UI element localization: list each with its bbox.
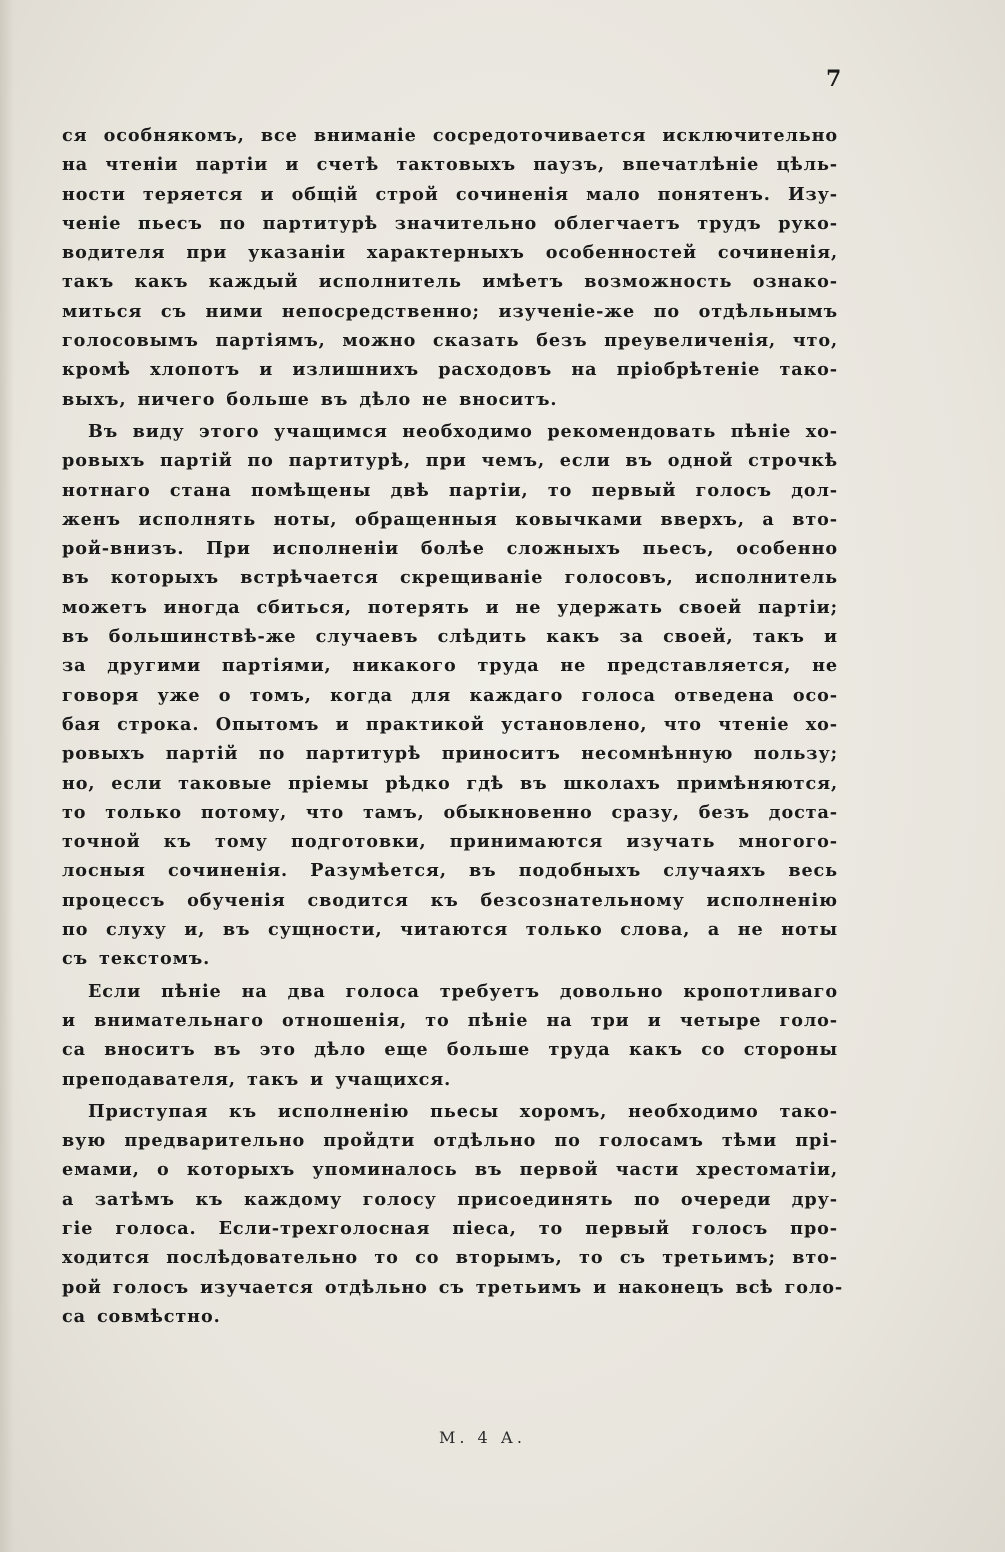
text-line: нотнаго стана помѣщены двѣ партіи, то первый голосъ дол- (62, 479, 838, 501)
text-line: гіе голоса. Если-трехголосная піеса, то первый голосъ про- (62, 1217, 838, 1239)
paragraph-2 (62, 417, 838, 974)
paragraph-1 (62, 121, 838, 414)
text-line: выхъ, ничего больше въ дѣло не вноситъ. (62, 388, 558, 410)
text-line: водителя при указаніи характерныхъ особенностей сочиненія, (62, 242, 838, 264)
text-line: на чтеніи партіи и счетѣ тактовыхъ паузъ, впечатлѣніе цѣль- (62, 154, 838, 176)
text-line: въ большинствѣ-же случаевъ слѣдить какъ за своей, такъ и (62, 626, 838, 648)
text-line: такъ какъ каждый исполнитель имѣетъ возможность ознако- (62, 271, 838, 293)
text-line: ся особнякомъ, все вниманіе сосредоточивается исключительно (62, 125, 838, 146)
text-line: и внимательнаго отношенія, то пѣніе на три и четыре голо- (62, 1009, 838, 1031)
page-edge-shadow (0, 0, 14, 1552)
text-line: кромѣ хлопотъ и излишнихъ расходовъ на пріобрѣтеніе тако- (62, 359, 838, 381)
signature-mark (0, 1428, 1005, 1447)
text-line: Въ виду этого учащимся необходимо рекомендовать пѣніе хо- (88, 420, 838, 442)
text-line: по слуху и, въ сущности, читаются только слова, а не ноты (62, 919, 838, 941)
text-line: ходится послѣдовательно то со вторымъ, то съ третьимъ; вто- (62, 1247, 838, 1269)
text-line: вую предварительно пройдти отдѣльно по голосамъ тѣми прі- (62, 1130, 838, 1152)
text-line: за другими партіями, никакого труда не представляется, не (62, 655, 838, 677)
text-line: лосныя сочиненія. Разумѣется, въ подобныхъ случаяхъ весь (62, 860, 838, 882)
text-line: процессъ обученія сводится къ безсознательному исполненію (62, 889, 838, 911)
signature-text: М. 4 А. (438, 1428, 527, 1447)
paragraph-3 (62, 977, 838, 1094)
text-line: говоря уже о томъ, когда для каждаго голоса отведена осо- (62, 684, 838, 706)
text-line: то только потому, что тамъ, обыкновенно сразу, безъ доста- (62, 801, 838, 823)
text-line: бая строка. Опытомъ и практикой установлено, что чтеніе хо- (62, 713, 838, 735)
page-number: 7 (826, 66, 842, 92)
text-line: ровыхъ партій по партитурѣ приноситъ несомнѣнную пользу; (62, 743, 838, 765)
text-line: голосовымъ партіямъ, можно сказать безъ преувеличенія, что, (62, 330, 838, 352)
text-line: въ которыхъ встрѣчается скрещиваніе голосовъ, исполнитель (62, 567, 838, 589)
text-line: преподавателя, такъ и учащихся. (62, 1068, 452, 1090)
text-line: Если пѣніе на два голоса требуетъ довольно кропотливаго (88, 980, 838, 1002)
text-line: женъ исполнять ноты, обращенныя ковычками вверхъ, а вто- (62, 508, 838, 530)
text-line: са совмѣстно. (62, 1305, 221, 1327)
text-line: Приступая къ исполненію пьесы хоромъ, необходимо тако- (88, 1100, 838, 1122)
body-text (62, 121, 844, 1334)
text-line: можетъ иногда сбиться, потерять и не удержать своей партіи; (62, 596, 838, 618)
text-line: но, если таковые пріемы рѣдко гдѣ въ школахъ примѣняются, (62, 772, 838, 794)
text-line: миться съ ними непосредственно; изученіе-же по отдѣльнымъ (62, 300, 838, 322)
text-line: съ текстомъ. (62, 948, 211, 970)
text-line: емами, о которыхъ упоминалось въ первой части хрестоматіи, (62, 1159, 838, 1181)
text-line: рой-внизъ. При исполненіи болѣе сложныхъ пьесъ, особенно (62, 538, 838, 560)
text-line: са вноситъ въ это дѣло еще больше труда какъ со стороны (62, 1039, 838, 1061)
text-line: рой голосъ изучается отдѣльно съ третьимъ и наконецъ всѣ голо- (62, 1276, 844, 1298)
text-line: а затѣмъ къ каждому голосу присоединять по очереди дру- (62, 1188, 838, 1210)
text-line: ровыхъ партій по партитурѣ, при чемъ, если въ одной строчкѣ (62, 450, 838, 472)
paragraph-4 (62, 1097, 844, 1331)
text-line: ности теряется и общій строй сочиненія мало понятенъ. Изу- (62, 183, 838, 205)
text-line: точной къ тому подготовки, принимаются изучать многого- (62, 831, 838, 853)
text-line: ченіе пьесъ по партитурѣ значительно облегчаетъ трудъ руко- (62, 212, 838, 234)
